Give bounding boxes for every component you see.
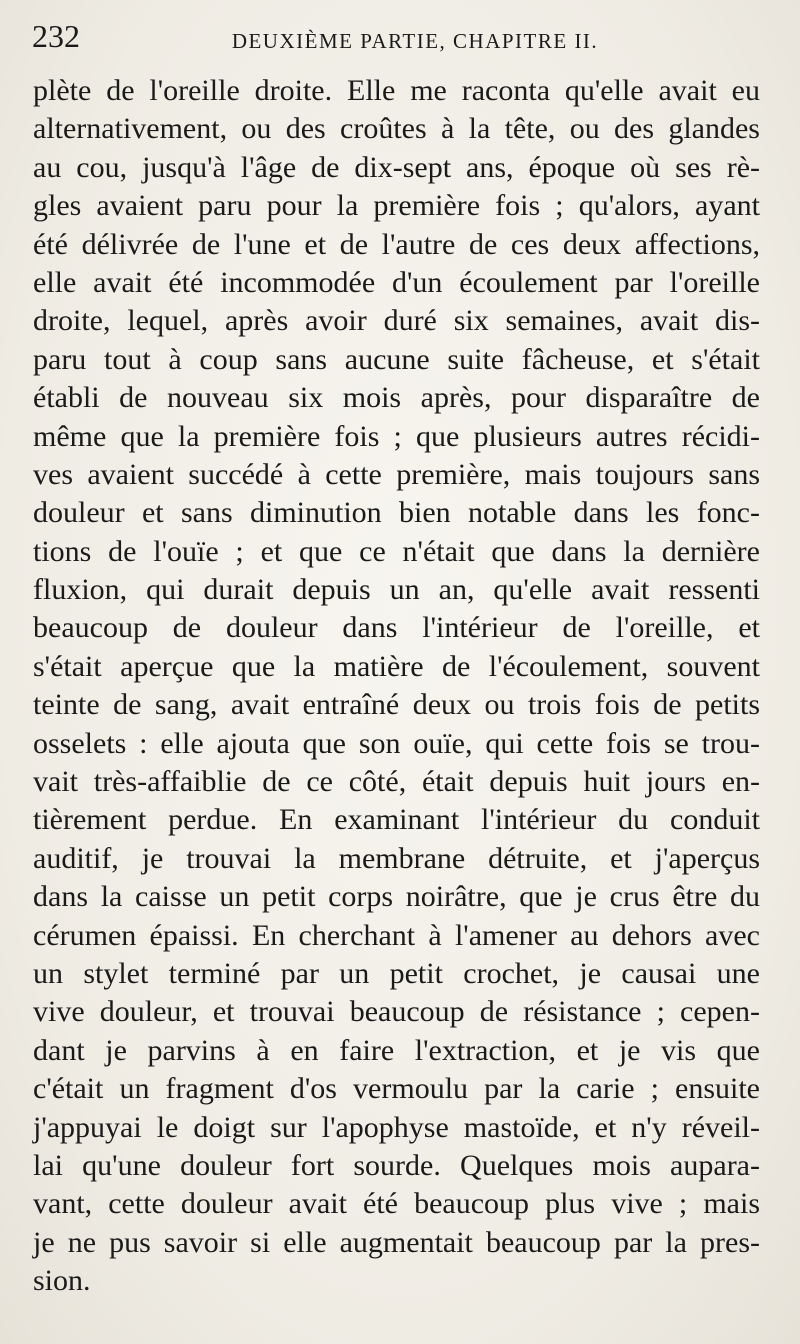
text-line: dans la caisse un petit corps noirâtre, que je crus être du	[33, 880, 760, 914]
text-line: je ne pus savoir si elle augmentait beaucoup par la pres-	[33, 1225, 760, 1259]
page-number: 232	[32, 18, 80, 54]
text-line: établi de nouveau six mois après, pour disparaître de	[33, 381, 760, 415]
text-line: au cou, jusqu'à l'âge de dix-sept ans, époque où ses rè-	[33, 150, 760, 184]
text-line: douleur et sans diminution bien notable dans les fonc-	[33, 496, 760, 530]
text-line: teinte de sang, avait entraîné deux ou trois fois de petits	[33, 688, 760, 722]
text-line: sion.	[33, 1264, 91, 1298]
text-line: elle avait été incommodée d'un écoulement par l'oreille	[33, 265, 760, 299]
text-line: ves avaient succédé à cette première, mais toujours sans	[33, 457, 760, 491]
text-line: lai qu'une douleur fort sourde. Quelques mois aupara-	[33, 1148, 760, 1182]
text-line: tièrement perdue. En examinant l'intérieur du conduit	[33, 803, 760, 837]
text-line: beaucoup de douleur dans l'intérieur de l'oreille, et	[33, 611, 760, 645]
text-line: droite, lequel, après avoir duré six semaines, avait dis-	[33, 304, 760, 338]
text-line: vant, cette douleur avait été beaucoup plus vive ; mais	[33, 1187, 760, 1221]
text-line: fluxion, qui durait depuis un an, qu'elle avait ressenti	[33, 573, 760, 607]
text-line: paru tout à coup sans aucune suite fâcheuse, et s'était	[33, 342, 760, 376]
text-line: un stylet terminé par un petit crochet, je causai une	[33, 956, 760, 990]
text-line: plète de l'oreille droite. Elle me raconta qu'elle avait eu	[33, 74, 760, 107]
text-line: même que la première fois ; que plusieurs autres récidi-	[33, 419, 760, 453]
body-text	[33, 72, 760, 1301]
text-line: c'était un fragment d'os vermoulu par la carie ; ensuite	[33, 1072, 760, 1106]
running-head: DEUXIÈME PARTIE, CHAPITRE II.	[231, 29, 599, 53]
text-line: dant je parvins à en faire l'extraction, et je vis que	[33, 1033, 760, 1067]
text-line: cérumen épaissi. En cherchant à l'amener au dehors avec	[33, 918, 760, 952]
text-line: osselets : elle ajouta que son ouïe, qui cette fois se trou-	[33, 726, 760, 760]
text-line: alternativement, ou des croûtes à la tête, ou des glandes	[33, 112, 760, 146]
text-line: tions de l'ouïe ; et que ce n'était que dans la dernière	[33, 534, 760, 568]
text-line: s'était aperçue que la matière de l'écoulement, souvent	[33, 649, 760, 683]
text-line: gles avaient paru pour la première fois ; qu'alors, ayant	[33, 189, 760, 223]
page-header	[30, 18, 770, 58]
text-line: vive douleur, et trouvai beaucoup de résistance ; cepen-	[33, 995, 760, 1029]
text-line: auditif, je trouvai la membrane détruite, et j'aperçus	[33, 841, 760, 875]
text-line: vait très-affaiblie de ce côté, était depuis huit jours en-	[33, 765, 760, 799]
text-line: été délivrée de l'une et de l'autre de ces deux affections,	[33, 227, 760, 261]
text-line: j'appuyai le doigt sur l'apophyse mastoïde, et n'y réveil-	[33, 1110, 760, 1144]
